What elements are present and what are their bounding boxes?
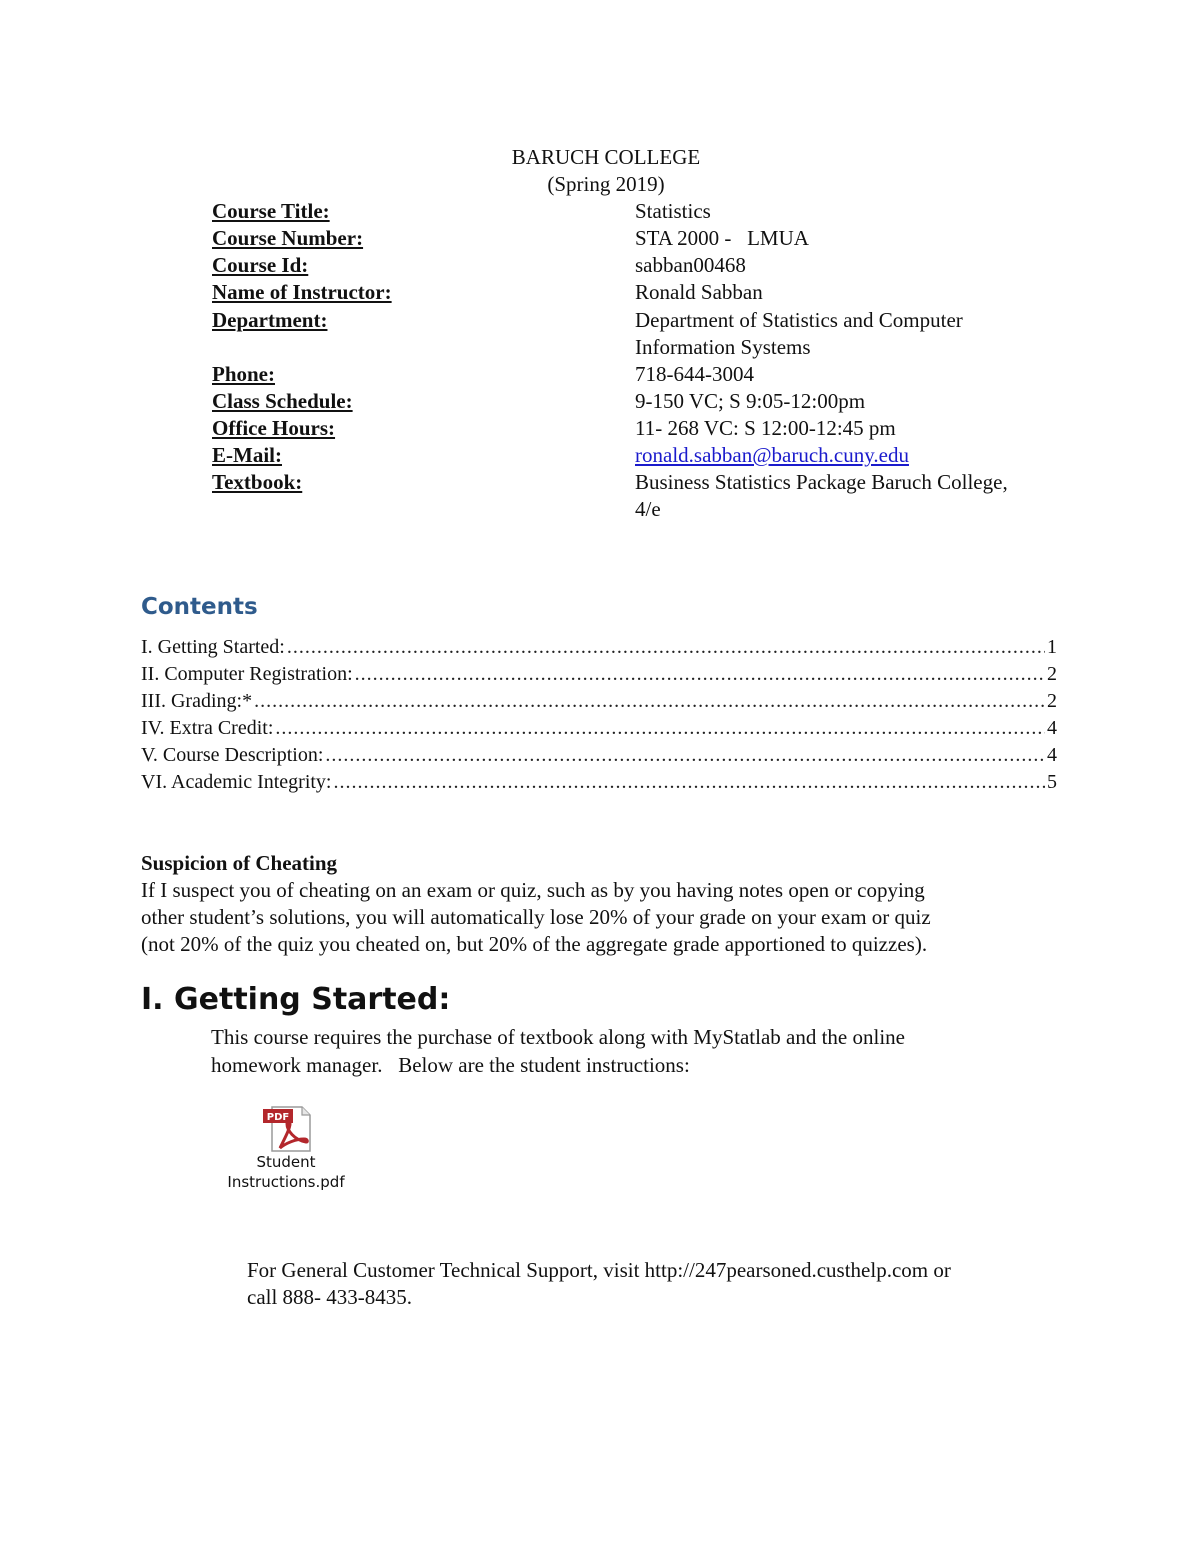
phone-label: Phone: <box>212 362 275 386</box>
textbook-label: Textbook: <box>212 470 303 494</box>
toc-entry-page: 2 <box>1047 690 1057 712</box>
toc-entry-page: 5 <box>1047 771 1057 793</box>
course-id-label: Course Id: <box>212 253 309 277</box>
toc-entry-page: 4 <box>1047 717 1057 739</box>
class-schedule-value: 9-150 VC; S 9:05-12:00pm <box>635 389 866 413</box>
toc-entry-title: IV. Extra Credit: <box>141 717 274 739</box>
office-hours-label: Office Hours: <box>212 416 336 440</box>
cheating-line-3: (not 20% of the quiz you cheated on, but 20% of the aggregate grade apportioned to quizzes). <box>141 932 928 956</box>
textbook-value-line1: Business Statistics Package Baruch College, <box>635 470 1008 494</box>
course-title-label: Course Title: <box>212 199 330 223</box>
course-title-value: Statistics <box>635 199 711 223</box>
contents-heading: Contents <box>141 594 258 620</box>
pdf-caption[interactable] <box>218 1152 354 1192</box>
toc-entry-extra-credit[interactable] <box>141 715 1057 742</box>
cheating-line-2: other student’s solutions, you will automatically lose 20% of your grade on your exam or quiz <box>141 905 931 929</box>
toc-entry-course-description[interactable] <box>141 742 1057 769</box>
college-name: BARUCH COLLEGE <box>511 145 701 169</box>
support-line-2: call 888- 433-8435. <box>247 1285 413 1309</box>
toc-dot-leader <box>275 715 1045 742</box>
toc-entry-title: V. Course Description: <box>141 744 324 766</box>
office-hours-value: 11- 268 VC: S 12:00-12:45 pm <box>635 416 896 440</box>
cheating-line-1: If I suspect you of cheating on an exam or quiz, such as by you having notes open or copying <box>141 878 925 902</box>
term: (Spring 2019) <box>547 172 665 196</box>
department-value-line2: Information Systems <box>635 335 811 359</box>
toc-entry-title: II. Computer Registration: <box>141 663 353 685</box>
toc-dot-leader <box>334 769 1046 796</box>
toc-entry-page: 4 <box>1047 744 1057 766</box>
department-value-line1: Department of Statistics and Computer <box>635 308 963 332</box>
pdf-caption-line-1: Student <box>256 1153 316 1171</box>
course-id-value: sabban00468 <box>635 253 746 277</box>
textbook-value-line2: 4/e <box>635 497 661 521</box>
toc-entry-title: I. Getting Started: <box>141 636 285 658</box>
toc-dot-leader <box>355 661 1045 688</box>
toc-dot-leader <box>325 742 1045 769</box>
class-schedule-label: Class Schedule: <box>212 389 353 413</box>
toc-entry-grading[interactable] <box>141 688 1057 715</box>
pdf-icon-graphic <box>262 1106 312 1152</box>
toc-entry-getting-started[interactable] <box>141 634 1057 661</box>
phone-value: 718-644-3004 <box>635 362 754 386</box>
toc-entry-page: 1 <box>1047 636 1057 658</box>
toc-entry-title: III. Grading:* <box>141 690 253 712</box>
email-link[interactable]: ronald.sabban@baruch.cuny.edu <box>635 443 909 467</box>
course-number-label: Course Number: <box>212 226 364 250</box>
pdf-caption-line-2: Instructions.pdf <box>227 1173 345 1191</box>
toc-entry-academic-integrity[interactable] <box>141 769 1057 796</box>
getting-started-line-1: This course requires the purchase of textbook along with MyStatlab and the online <box>211 1025 905 1049</box>
email-label: E-Mail: <box>212 443 282 467</box>
support-line-1: For General Customer Technical Support, visit http://247pearsoned.custhelp.com or <box>247 1258 951 1282</box>
instructor-label: Name of Instructor: <box>212 280 392 304</box>
toc-dot-leader <box>254 688 1045 715</box>
getting-started-line-2: homework manager. Below are the student instructions: <box>211 1053 690 1077</box>
course-number-value: STA 2000 - LMUA <box>635 226 809 250</box>
cheating-heading: Suspicion of Cheating <box>141 851 338 875</box>
pdf-file-icon[interactable] <box>262 1106 312 1152</box>
instructor-value: Ronald Sabban <box>635 280 763 304</box>
getting-started-heading: I. Getting Started: <box>141 982 451 1017</box>
toc-entry-page: 2 <box>1047 663 1057 685</box>
toc-dot-leader <box>287 634 1045 661</box>
pdf-badge-text: PDF <box>266 1112 290 1123</box>
department-label: Department: <box>212 308 328 332</box>
toc-entry-computer-registration[interactable] <box>141 661 1057 688</box>
toc-entry-title: VI. Academic Integrity: <box>141 771 332 793</box>
